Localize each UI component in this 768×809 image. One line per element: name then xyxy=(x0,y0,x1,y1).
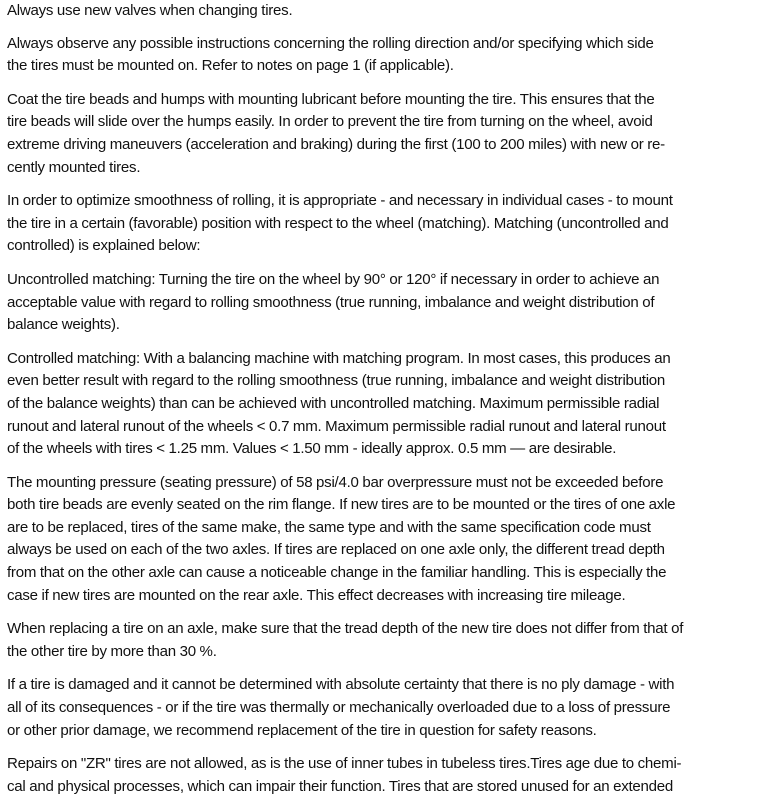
text-line: acceptable value with regard to rolling smoothness (true running, imbalance and weight distribution of xyxy=(7,293,655,311)
paragraph-valves xyxy=(7,0,765,23)
text-line: extreme driving maneuvers (acceleration and braking) during the first (100 to 200 miles) with new or re- xyxy=(7,135,665,153)
text-line: the tires must be mounted on. Refer to notes on page 1 (if applicable). xyxy=(7,57,454,75)
text-line: from that on the other axle can cause a noticeable change in the familiar handling. This is especially the xyxy=(7,564,667,582)
text-line: all of its consequences - or if the tire was thermally or mechanically overloaded due to a loss of pressure xyxy=(7,699,671,717)
text-line: cal and physical processes, which can impair their function. Tires that are stored unused for an extended xyxy=(7,777,674,795)
text-line: tire beads will slide over the humps easily. In order to prevent the tire from turning on the wheel, avoid xyxy=(7,113,653,131)
paragraph-tread-depth xyxy=(7,618,765,663)
text-line: are to be replaced, tires of the same make, the same type and with the same specification code must xyxy=(7,518,651,536)
paragraph-uncontrolled-matching xyxy=(7,269,765,337)
text-line: case if new tires are mounted on the rear axle. This effect decreases with increasing tire mileage. xyxy=(7,586,626,604)
text-line: Controlled matching: With a balancing machine with matching program. In most cases, this produces an xyxy=(7,349,671,367)
text-line: If a tire is damaged and it cannot be determined with absolute certainty that there is no ply damage - with xyxy=(7,676,675,694)
text-line: balance weights). xyxy=(7,316,120,334)
text-line: even better result with regard to the rolling smoothness (true running, imbalance and weight distribution xyxy=(7,372,666,390)
text-line: always be used on each of the two axles. If tires are replaced on one axle only, the different tread depth xyxy=(7,541,665,559)
text-line: runout and lateral runout of the wheels < 0.7 mm. Maximum permissible radial runout and lateral runout xyxy=(7,417,666,435)
paragraph-tire-damage xyxy=(7,674,765,742)
paragraph-rolling-direction xyxy=(7,33,765,78)
text-line: Uncontrolled matching: Turning the tire on the wheel by 90° or 120° if necessary in order to achieve an xyxy=(7,270,660,288)
text-line: cently mounted tires. xyxy=(7,158,141,176)
text-line: the tire in a certain (favorable) position with respect to the wheel (matching). Matching (uncontrolled and xyxy=(7,214,669,232)
paragraph-lubricant xyxy=(7,89,765,179)
text-line: Always use new valves when changing tires. xyxy=(7,2,293,19)
text-line: both tire beads are evenly seated on the rim flange. If new tires are to be mounted or the tires of one axle xyxy=(7,496,676,514)
text-line: The mounting pressure (seating pressure) of 58 psi/4.0 bar overpressure must not be exceeded before xyxy=(7,473,664,491)
text-line: of the balance weights) than can be achieved with uncontrolled matching. Maximum permissible radial xyxy=(7,394,660,412)
text-line: Repairs on "ZR" tires are not allowed, as is the use of inner tubes in tubeless tires.Tires age due to chemi- xyxy=(7,755,682,773)
text-line: the other tire by more than 30 %. xyxy=(7,642,217,660)
text-line: Coat the tire beads and humps with mounting lubricant before mounting the tire. This ensures that the xyxy=(7,90,655,108)
paragraph-matching-intro xyxy=(7,190,765,258)
text-line: controlled) is explained below: xyxy=(7,237,201,255)
text-line: or other prior damage, we recommend replacement of the tire in question for safety reasons. xyxy=(7,721,597,739)
text-line: When replacing a tire on an axle, make sure that the tread depth of the new tire does not differ from that of xyxy=(7,620,684,638)
text-line: of the wheels with tires < 1.25 mm. Values < 1.50 mm - ideally approx. 0.5 mm — are desirable. xyxy=(7,440,617,458)
paragraph-repairs xyxy=(7,753,765,798)
document-body xyxy=(7,0,765,809)
paragraph-mounting-pressure xyxy=(7,472,765,608)
text-line: Always observe any possible instructions concerning the rolling direction and/or specifying which side xyxy=(7,34,654,52)
text-line: In order to optimize smoothness of rolling, it is appropriate - and necessary in individual cases - to mount xyxy=(7,192,673,210)
paragraph-controlled-matching xyxy=(7,348,765,461)
